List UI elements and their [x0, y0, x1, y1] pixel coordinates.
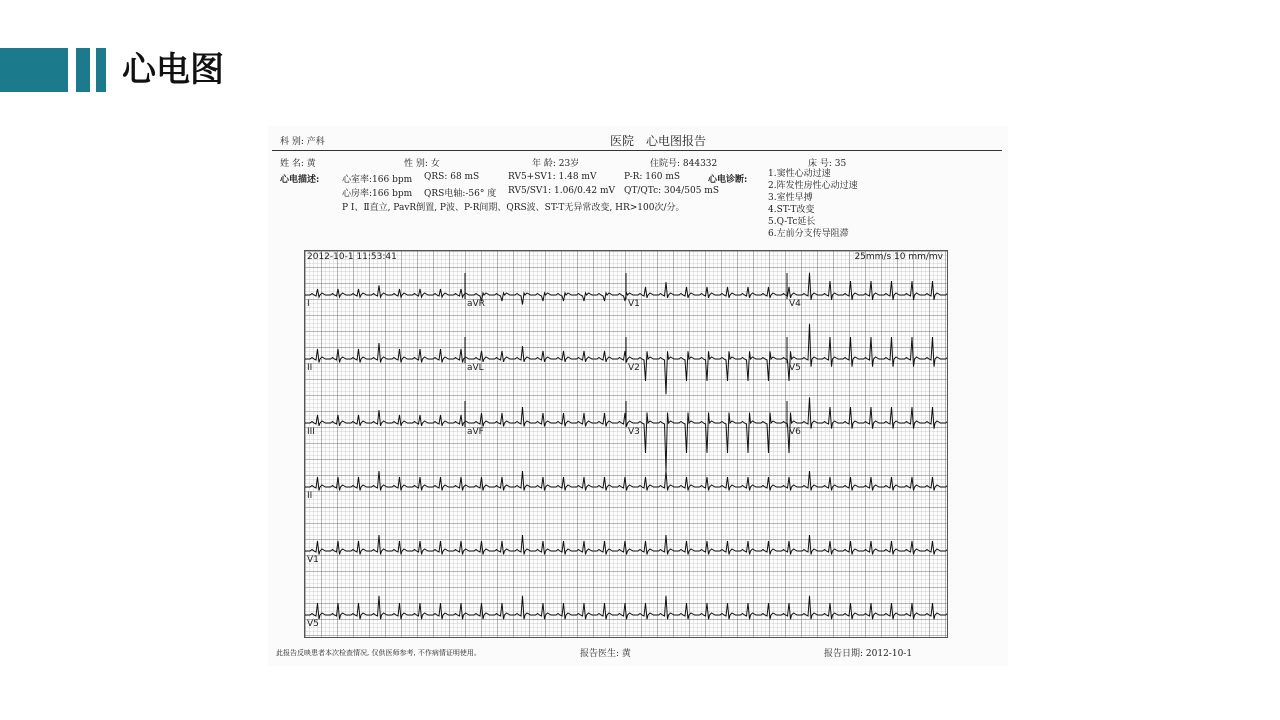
- diagnosis-item: 2.阵发性房性心动过速: [768, 181, 858, 191]
- admission-no: 住院号: 844332: [650, 159, 718, 169]
- lead-label: V5: [789, 363, 801, 373]
- rv5-sv1-sum: RV5+SV1: 1.48 mV: [508, 172, 597, 182]
- patient-sex: 性 别: 女: [404, 159, 440, 169]
- divider: [272, 150, 1002, 151]
- lead-label: aVF: [467, 427, 484, 437]
- lead-label: V6: [789, 427, 801, 437]
- patient-age: 年 龄: 23岁: [532, 159, 580, 169]
- lead-label: III: [307, 427, 315, 437]
- diag-label: 心电诊断:: [708, 175, 748, 185]
- ecg-trace: [305, 471, 947, 491]
- report-doctor: 报告医生: 黄: [580, 649, 631, 659]
- dept: 科 别: 产科: [280, 137, 325, 147]
- diagnosis-item: 1.窦性心动过速: [768, 169, 831, 179]
- ecg-grid: [304, 250, 948, 638]
- ecg-traces: [305, 251, 947, 637]
- lead-label: II: [307, 363, 313, 373]
- slide-title: 心电图: [122, 50, 224, 90]
- lead-label: II: [307, 491, 313, 501]
- ecg-trace: [305, 535, 947, 555]
- diagnosis-item: 6.左前分支传导阻滞: [768, 229, 849, 239]
- bed-no: 床 号: 35: [808, 159, 847, 169]
- hospital-name: 医院: [610, 134, 635, 148]
- title-accent-stripe: [76, 48, 90, 92]
- diagnosis-list: [768, 168, 858, 240]
- heart-rate: 心室率:166 bpm: [342, 175, 413, 185]
- lead-label: V1: [628, 299, 640, 309]
- footer-note: 此报告反映患者本次检查情况, 仅供医师参考, 不作病情证明使用。: [276, 649, 481, 657]
- diagnosis-item: 3.室性早搏: [768, 193, 813, 203]
- lead-label: aVR: [467, 299, 485, 309]
- paper-speed: 25mm/s 10 mm/mv: [854, 252, 943, 262]
- report-date: 报告日期: 2012-10-1: [824, 649, 913, 659]
- ecg-report: [268, 126, 1008, 666]
- lead-label: V3: [628, 427, 640, 437]
- title-accent-bar: [0, 48, 68, 92]
- lead-label: V2: [628, 363, 640, 373]
- patient-name: 姓 名: 黄: [280, 159, 316, 169]
- lead-label: V1: [307, 555, 319, 565]
- lead-label: aVL: [467, 363, 484, 373]
- atrial-rate: 心房率:166 bpm: [342, 189, 413, 199]
- pr-interval: P-R: 160 mS: [624, 172, 681, 182]
- lead-label: V5: [307, 619, 319, 629]
- qt-qtc: QT/QTc: 304/505 mS: [624, 186, 719, 196]
- diagnosis-item: 4.ST-T改变: [768, 205, 815, 215]
- title-accent-stripe: [96, 48, 106, 92]
- lead-label: V4: [789, 299, 801, 309]
- qrs-axis: QRS电轴:-56° 度: [424, 189, 497, 199]
- record-datetime: 2012-10-1 11:53:41: [307, 252, 397, 262]
- ecg-note: P Ⅰ、Ⅱ直立, PavR倒置, P波、P-R间期、QRS波、ST-T无异常改变, HR>100次/分。: [342, 203, 685, 213]
- ecg-trace: [305, 596, 947, 619]
- report-title: 心电图报告: [646, 134, 707, 148]
- lead-label: I: [307, 299, 310, 309]
- diagnosis-item: 5.Q-Tc延长: [768, 217, 816, 227]
- qrs: QRS: 68 mS: [424, 172, 480, 182]
- rv5-sv1-ratio: RV5/SV1: 1.06/0.42 mV: [508, 186, 616, 196]
- desc-label: 心电描述:: [280, 175, 320, 185]
